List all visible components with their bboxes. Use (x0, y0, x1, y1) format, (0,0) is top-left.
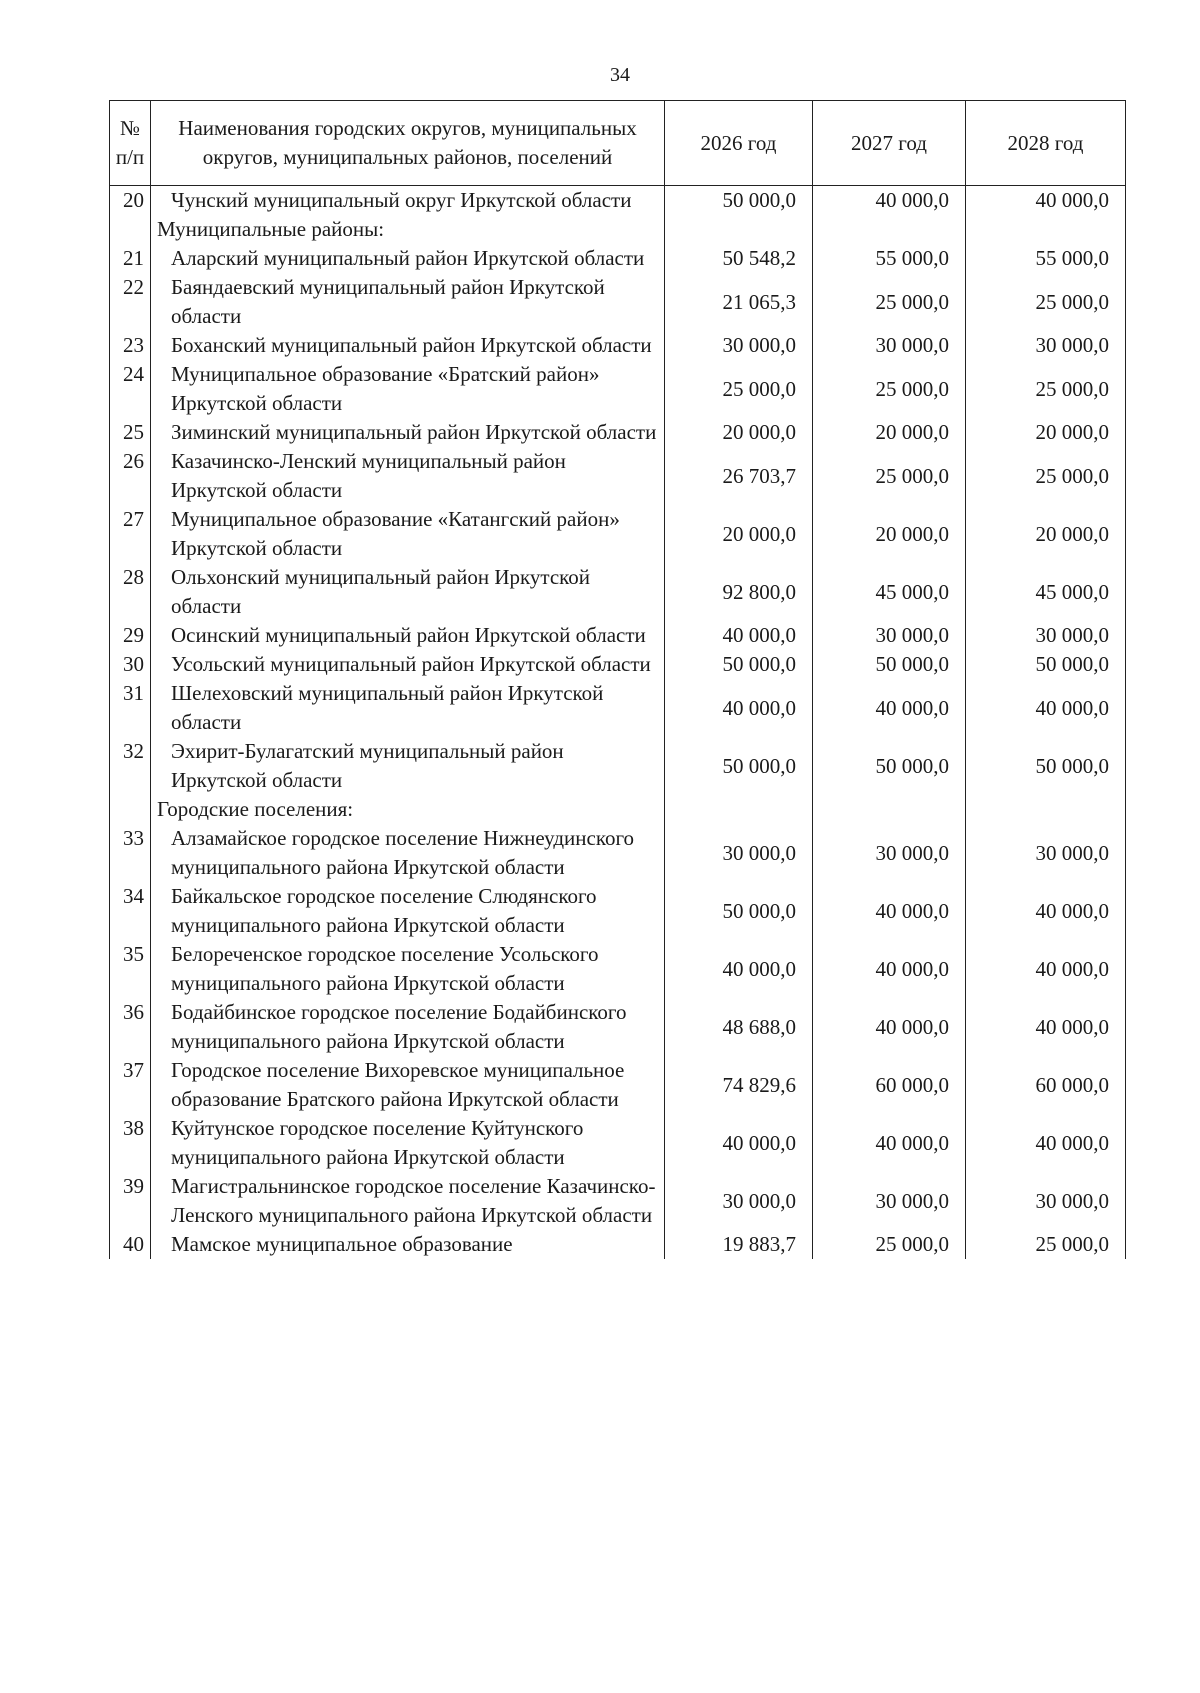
table-row (110, 1172, 1126, 1230)
value-empty (665, 215, 813, 244)
value-empty (966, 215, 1126, 244)
value-2026: 20 000,0 (665, 418, 813, 447)
table-row (110, 447, 1126, 505)
row-number: 20 (110, 186, 151, 216)
value-2026: 50 548,2 (665, 244, 813, 273)
value-2028: 55 000,0 (966, 244, 1126, 273)
row-number: 27 (110, 505, 151, 563)
row-name: Аларский муниципальный район Иркутской области (151, 244, 665, 273)
value-2027: 50 000,0 (813, 650, 966, 679)
value-2028: 25 000,0 (966, 360, 1126, 418)
value-2027: 40 000,0 (813, 679, 966, 737)
value-2026: 50 000,0 (665, 650, 813, 679)
row-name: Казачинско-Ленский муниципальный район Иркутской области (151, 447, 665, 505)
table-row (110, 505, 1126, 563)
value-2026: 25 000,0 (665, 360, 813, 418)
table-row (110, 360, 1126, 418)
header-2028: 2028 год (966, 101, 1126, 186)
value-2027: 25 000,0 (813, 1230, 966, 1259)
value-empty (813, 215, 966, 244)
value-2027: 40 000,0 (813, 186, 966, 216)
value-2027: 40 000,0 (813, 1114, 966, 1172)
row-name: Муниципальное образование «Катангский район» Иркутской области (151, 505, 665, 563)
row-number: 36 (110, 998, 151, 1056)
value-2028: 20 000,0 (966, 505, 1126, 563)
row-name: Баяндаевский муниципальный район Иркутской области (151, 273, 665, 331)
table-row (110, 273, 1126, 331)
value-2026: 74 829,6 (665, 1056, 813, 1114)
table-row (110, 186, 1126, 216)
value-2026: 50 000,0 (665, 882, 813, 940)
row-number: 40 (110, 1230, 151, 1259)
row-number: 35 (110, 940, 151, 998)
table-row (110, 1114, 1126, 1172)
table-row (110, 331, 1126, 360)
table-row (110, 621, 1126, 650)
table-row (110, 563, 1126, 621)
header-name: Наименования городских округов, муниципальных округов, муниципальных районов, поселений (151, 101, 665, 186)
row-number: 24 (110, 360, 151, 418)
row-name: Зиминский муниципальный район Иркутской области (151, 418, 665, 447)
value-2028: 50 000,0 (966, 650, 1126, 679)
value-2028: 60 000,0 (966, 1056, 1126, 1114)
row-number: 28 (110, 563, 151, 621)
value-2026: 92 800,0 (665, 563, 813, 621)
table-row (110, 737, 1126, 795)
value-2026: 26 703,7 (665, 447, 813, 505)
value-2027: 45 000,0 (813, 563, 966, 621)
table-header-row (110, 101, 1126, 186)
value-2027: 25 000,0 (813, 273, 966, 331)
value-2028: 50 000,0 (966, 737, 1126, 795)
value-2028: 30 000,0 (966, 621, 1126, 650)
value-2026: 48 688,0 (665, 998, 813, 1056)
value-2028: 30 000,0 (966, 824, 1126, 882)
row-name: Магистральнинское городское поселение Казачинско-Ленского муниципального района Иркутской области (151, 1172, 665, 1230)
value-2026: 50 000,0 (665, 737, 813, 795)
value-2027: 40 000,0 (813, 882, 966, 940)
value-2028: 20 000,0 (966, 418, 1126, 447)
value-2027: 60 000,0 (813, 1056, 966, 1114)
value-2028: 45 000,0 (966, 563, 1126, 621)
header-num: № п/п (110, 101, 151, 186)
section-title: Городские поселения: (151, 795, 665, 824)
budget-table (109, 100, 1126, 1259)
row-name: Городское поселение Вихоревское муниципальное образование Братского района Иркутской области (151, 1056, 665, 1114)
value-2027: 55 000,0 (813, 244, 966, 273)
row-number: 32 (110, 737, 151, 795)
row-number: 26 (110, 447, 151, 505)
value-2028: 30 000,0 (966, 331, 1126, 360)
value-2027: 50 000,0 (813, 737, 966, 795)
value-2026: 19 883,7 (665, 1230, 813, 1259)
value-2028: 40 000,0 (966, 998, 1126, 1056)
value-2027: 30 000,0 (813, 824, 966, 882)
value-2027: 40 000,0 (813, 998, 966, 1056)
value-empty (966, 795, 1126, 824)
row-number: 29 (110, 621, 151, 650)
value-2028: 25 000,0 (966, 1230, 1126, 1259)
value-empty (813, 795, 966, 824)
value-2027: 40 000,0 (813, 940, 966, 998)
row-number: 38 (110, 1114, 151, 1172)
table-body (110, 186, 1126, 1260)
table-row (110, 998, 1126, 1056)
table-row (110, 882, 1126, 940)
value-2026: 21 065,3 (665, 273, 813, 331)
value-2028: 40 000,0 (966, 1114, 1126, 1172)
page-number: 34 (610, 64, 630, 86)
row-name: Муниципальное образование «Братский район» Иркутской области (151, 360, 665, 418)
section-row (110, 795, 1126, 824)
row-name: Ольхонский муниципальный район Иркутской области (151, 563, 665, 621)
value-2026: 40 000,0 (665, 940, 813, 998)
value-2027: 30 000,0 (813, 1172, 966, 1230)
value-empty (665, 795, 813, 824)
row-name: Байкальское городское поселение Слюдянского муниципального района Иркутской области (151, 882, 665, 940)
value-2027: 25 000,0 (813, 447, 966, 505)
header-2026: 2026 год (665, 101, 813, 186)
row-name: Мамское муниципальное образование (151, 1230, 665, 1259)
row-name: Шелеховский муниципальный район Иркутской области (151, 679, 665, 737)
table-row (110, 940, 1126, 998)
table-row (110, 1230, 1126, 1259)
value-2026: 40 000,0 (665, 621, 813, 650)
row-number: 31 (110, 679, 151, 737)
section-row (110, 215, 1126, 244)
row-number: 25 (110, 418, 151, 447)
row-number: 21 (110, 244, 151, 273)
value-2027: 20 000,0 (813, 505, 966, 563)
row-name: Куйтунское городское поселение Куйтунского муниципального района Иркутской области (151, 1114, 665, 1172)
section-title: Муниципальные районы: (151, 215, 665, 244)
row-number: 23 (110, 331, 151, 360)
table-row (110, 824, 1126, 882)
table-row (110, 650, 1126, 679)
value-2026: 20 000,0 (665, 505, 813, 563)
row-name: Осинский муниципальный район Иркутской области (151, 621, 665, 650)
row-number: 34 (110, 882, 151, 940)
value-2026: 30 000,0 (665, 824, 813, 882)
table-row (110, 679, 1126, 737)
table-row (110, 418, 1126, 447)
row-name: Усольский муниципальный район Иркутской области (151, 650, 665, 679)
row-number: 22 (110, 273, 151, 331)
row-name: Алзамайское городское поселение Нижнеудинского муниципального района Иркутской области (151, 824, 665, 882)
value-2027: 20 000,0 (813, 418, 966, 447)
row-number: 33 (110, 824, 151, 882)
value-2028: 25 000,0 (966, 273, 1126, 331)
row-name: Бодайбинское городское поселение Бодайбинского муниципального района Иркутской области (151, 998, 665, 1056)
row-number: 37 (110, 1056, 151, 1114)
header-2027: 2027 год (813, 101, 966, 186)
value-2026: 40 000,0 (665, 1114, 813, 1172)
value-2028: 40 000,0 (966, 679, 1126, 737)
row-number: 39 (110, 1172, 151, 1230)
row-number-empty (110, 795, 151, 824)
value-2028: 40 000,0 (966, 186, 1126, 216)
row-name: Белореченское городское поселение Усольского муниципального района Иркутской области (151, 940, 665, 998)
value-2027: 30 000,0 (813, 331, 966, 360)
table-row (110, 1056, 1126, 1114)
row-name: Эхирит-Булагатский муниципальный район Иркутской области (151, 737, 665, 795)
row-number-empty (110, 215, 151, 244)
value-2028: 40 000,0 (966, 882, 1126, 940)
row-name: Боханский муниципальный район Иркутской области (151, 331, 665, 360)
value-2028: 25 000,0 (966, 447, 1126, 505)
row-name: Чунский муниципальный округ Иркутской области (151, 186, 665, 216)
value-2028: 40 000,0 (966, 940, 1126, 998)
value-2027: 25 000,0 (813, 360, 966, 418)
row-number: 30 (110, 650, 151, 679)
value-2026: 40 000,0 (665, 679, 813, 737)
value-2026: 30 000,0 (665, 331, 813, 360)
value-2028: 30 000,0 (966, 1172, 1126, 1230)
table-row (110, 244, 1126, 273)
value-2026: 30 000,0 (665, 1172, 813, 1230)
value-2026: 50 000,0 (665, 186, 813, 216)
value-2027: 30 000,0 (813, 621, 966, 650)
